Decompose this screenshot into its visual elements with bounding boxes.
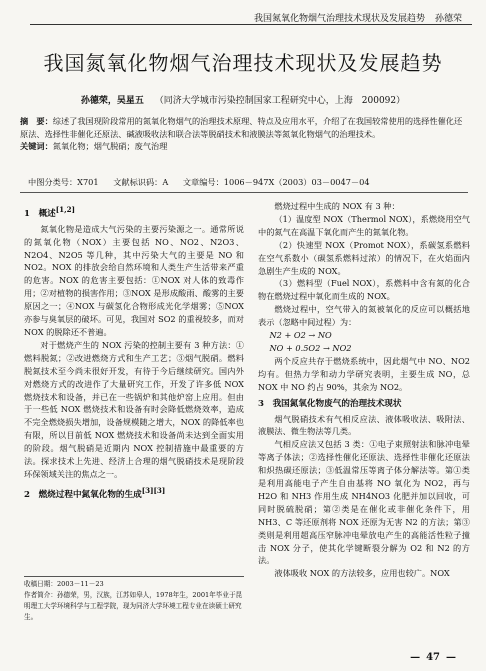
page-number: 47	[426, 652, 440, 663]
keywords-text: 氮氧化物；烟气脱硝；废气治理	[52, 141, 168, 151]
formula-1: N2 + O2 → NO	[269, 330, 332, 341]
formula-2: NO + 0.5O2 → NO2	[269, 342, 352, 353]
article-meta	[28, 177, 382, 188]
paragraph: 燃烧过程中，空气带入的氮被氧化的反应可以概括地表示（忽略中间过程）为：	[258, 304, 470, 328]
section-2-heading	[24, 485, 244, 502]
keywords	[20, 140, 468, 153]
paragraph: 气相反应法又包括 3 类：①电子束照射法和脉冲电晕等离子体法；②选择性催化还原法、选择性非催化还原法和炽热碳还原法；③低温常压等离子体分解法等。第①类是利用高能电子产生自由基将 NO 氧化为 NO2，再与 H2O 和 NH3 作用生成 NH4NO3 化肥并加以回收，可同时脱硫脱硝；第②类是在催化或非催化条件下，用 NH3、C 等还原剂将 NOX 还原为无害 N2 的方法；第③类则是利用超高压窄脉冲电晕放电产生的高能活性粒子撞击 NOX 分子，使其化学键断裂分解为 O2 和 N2 的方法。	[258, 439, 470, 566]
left-column	[24, 200, 244, 504]
author-names: 孙德荣，吴星五	[80, 96, 144, 106]
meta-divider	[20, 192, 468, 193]
paragraph: 烟气脱硝技术有气相反应法、液体吸收法、吸附法、液膜法、微生物法等几类。	[258, 413, 470, 437]
running-header	[30, 8, 472, 25]
received-date: 收稿日期：2003－11－23	[24, 580, 104, 588]
article-title: 我国氮氧化物烟气治理技术现状及发展趋势	[43, 51, 443, 75]
clc-number: 中图分类号：X701	[28, 177, 99, 187]
section-3-heading: 3 我国氮氧化物废气的治理技术现状	[258, 398, 402, 409]
paragraph: 对于燃烧产生的 NOX 污染的控制主要有 3 种方法：①燃料脱氮；②改进燃烧方式和生产工艺；③烟气脱硝。燃料脱氮技术至今尚未很好开发，有待于今后继续研究。国内外对燃烧方式的改进作了大量研究工作，开发了许多低 NOX 燃烧技术和设备，并已在一些锅炉和其他炉窑上应用。但由于一些低 NOX 燃烧技术和设备有时会降低燃烧效率，造成不完全燃烧损失增加，设备规模随之增大，NOX 的降低率也有限，所以目前低 NOX 燃烧技术和设备尚未达到全面实用的阶段。烟气脱硝是近期内 NOX 控制措施中最重要的方法。探求技术上先进、经济上合理的烟气脱硝技术是现阶段环保领域关注的焦点之一。	[24, 339, 244, 479]
running-title: 我国氮氧化物烟气治理技术现状及发展趋势	[254, 14, 426, 24]
paragraph: （3）燃料型（Fuel NOX），系燃料中含有氮的化合物在燃烧过程中氧化而生成的 NOX。	[258, 278, 470, 302]
abstract-label: 摘 要：	[20, 116, 53, 126]
article-number: 文章编号：1006－947X（2003）03－0047－04	[182, 177, 370, 187]
paragraph: （2）快速型 NOX（Promot NOX），系碳氢系燃料在空气系数小（碳氢系燃料过浓）的情况下，在火焰面内急剧生产生成的 NOX。	[258, 239, 470, 276]
section-1-ref: [1,2]	[55, 205, 75, 214]
document-code: 文献标识码：A	[113, 177, 169, 187]
paragraph: （1）温度型 NOX（Thermol NOX），系燃烧用空气中的氮气在高温下氧化而产生的氮氧化物。	[258, 213, 470, 237]
right-column	[258, 200, 470, 580]
section-1-title: 1 概述	[24, 208, 56, 219]
paragraph: 燃烧过程中生成的 NOX 有 3 种：	[274, 201, 400, 211]
abstract-text: 综述了我国现阶段常用的氮氧化物烟气的治理技术原理、特点及应用水平，介绍了在我国较常使用的选择性催化还原法、选择性非催化还原法、碱液吸收法和联合法等脱硝技术和液膜法等氮氧化物烟气的治理技术。	[20, 116, 463, 139]
section-1-heading	[24, 204, 244, 221]
paragraph: 氮氧化物是造成大气污染的主要污染源之一。通常所说的氮氧化物（NOX）主要包括 NO、NO2、N2O3、N2O4、N2O5 等几种，其中污染大气的主要是 NO 和 NO2。NOX 的排放会给自然环境和人类生产生活带来严重的危害。NOX 的危害主要包括：①NOX 对人体的致毒作用；②对植物的损害作用；③NOX 是形成酸雨、酸雾的主要原因之一；④NOX 与碳氢化合物形成光化学烟雾；⑤NOX 亦参与臭氧层的破坏。可见，我国对 SO2 的重视较多，而对 NOX 的脱除还不普遍。	[24, 223, 244, 338]
affiliation: （同济大学城市污染控制国家工程研究中心，上海 200092）	[154, 96, 406, 106]
section-2-ref: [3][3]	[141, 485, 166, 495]
keywords-label: 关键词：	[20, 141, 53, 151]
abstract	[20, 115, 468, 140]
paragraph: 液体吸收 NOX 的方法较多，应用也较广。NOX	[274, 568, 450, 579]
section-2-title: 2 燃烧过程中氮氧化物的生成	[24, 489, 142, 500]
abstract-block	[20, 115, 468, 153]
footnote	[24, 576, 244, 623]
byline	[0, 93, 486, 106]
author-bio: 作者简介：孙德荣，男，汉族，江苏如皋人，1978年生，2001年毕业于昆明理工大学环境科学与工程学院，现为同济大学环境工程专业在读硕士研究生。	[24, 591, 243, 621]
page-number-block: — 47 —	[410, 652, 456, 663]
paragraph: 两个反应共存于燃烧系统中，因此烟气中 NO、NO2 均有。但热力学和动力学研究表明，主要生成 NO，总 NOX 中 NO 约占 90%，其余为 NO2。	[258, 355, 470, 392]
running-author: 孙德荣	[434, 14, 462, 24]
